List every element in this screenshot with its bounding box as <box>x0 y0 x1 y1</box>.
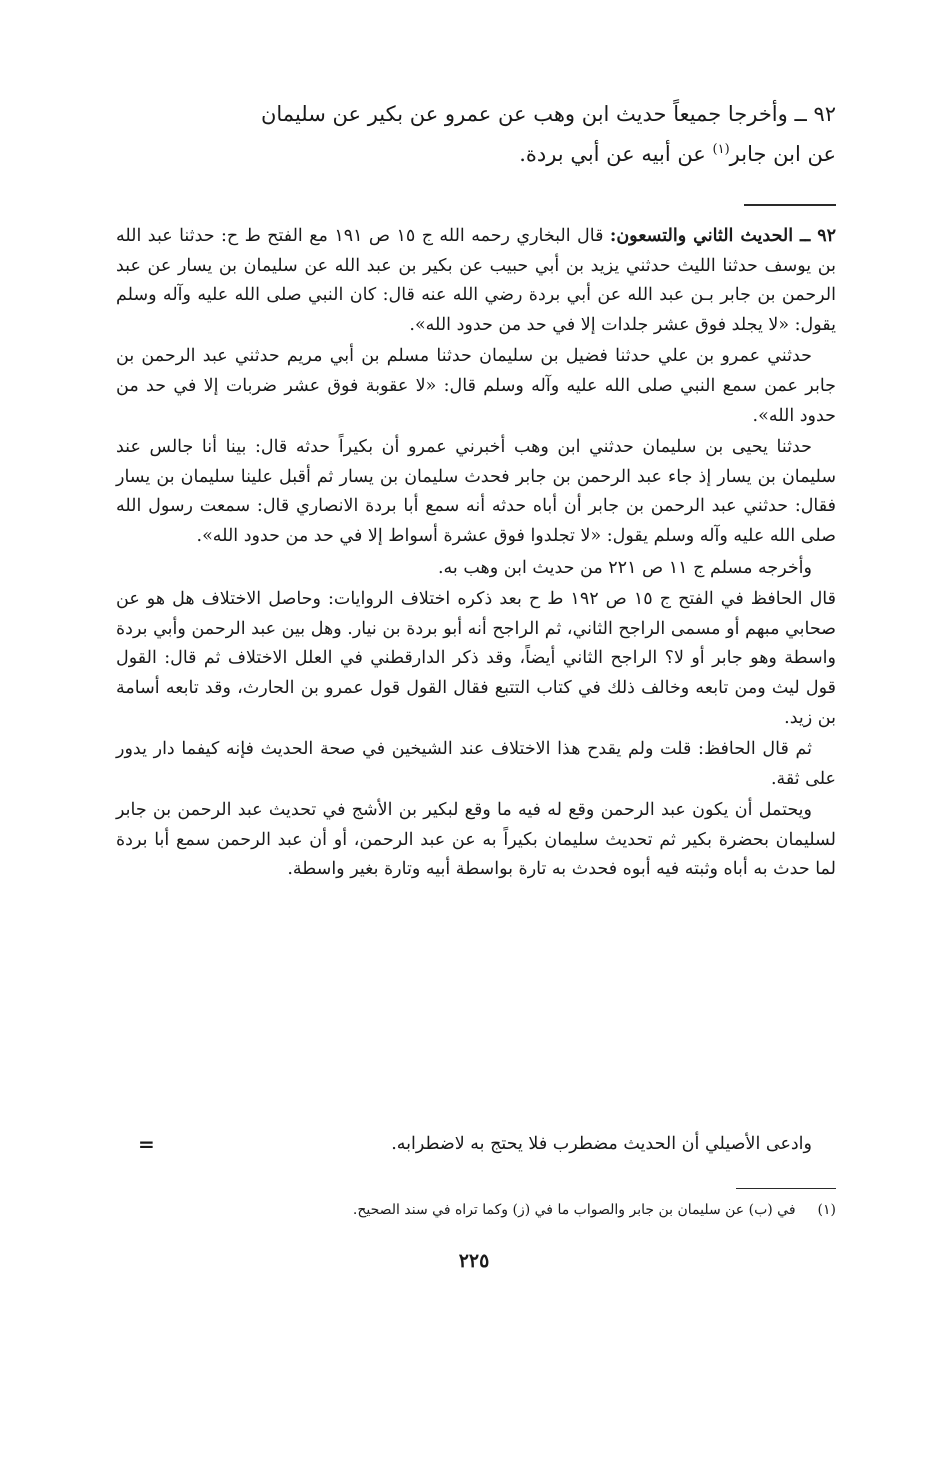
commentary-paragraph-1 <box>116 222 836 340</box>
hadith-line-2-start: عن ابن جابر <box>729 142 836 166</box>
commentary-paragraph-6: ثم قال الحافظ: قلت ولم يقدح هذا الاختلاف عند الشيخين في صحة الحديث فإنه كيفما دار يدور على ثقة. <box>116 739 836 789</box>
commentary-section <box>116 222 836 887</box>
commentary-paragraph-1-text: قال البخاري رحمه الله ج ١٥ ص ١٩١ مع الفتح ط ح: حدثنا عبد الله بن يوسف حدثنا الليث حدثني يزيد بن أبي حبيب عن بكير بن عبد الله عن سليمان بن يسار عن عبد الرحمن بن جابر بـن عبد الله عن أبي بردة رضي الله عنه قال: كان النبي صلى الله عليه وآله وسلم يقول: «لا يجلد فوق عشر جلدات إلا في حد من حدود الله». <box>116 226 836 335</box>
commentary-paragraph-3: حدثنا يحيى بن سليمان حدثني ابن وهب أخبرني عمرو أن بكيراً حدثه قال: بينا أنا جالس عند سليمان بن يسار إذ جاء عبد الرحمن بن جابر فحدث سليمان بن يسار ثم أقبل علينا سليمان بن يسار فقال: حدثني عبد الرحمن بن جابر أن أباه حدثه أنه سمع أبا بردة الانصاري قال: سمعت رسول الله صلى الله عليه وآله وسلم يقول: «لا تجلدوا فوق عشرة أسواط إلا في حد من حدود الله». <box>116 437 836 546</box>
footnote-reference[interactable]: (١) <box>712 142 730 157</box>
footnote <box>116 1198 836 1222</box>
hadith-line-2-end: عن أبيه عن أبي بردة. <box>519 142 713 166</box>
commentary-paragraph-4: وأخرجه مسلم ج ١١ ص ٢٢١ من حديث ابن وهب به. <box>437 557 812 578</box>
hadith-text <box>116 96 836 172</box>
footnote-text: في (ب) عن سليمان بن جابر والصواب ما في (ز) وكما تراه في سند الصحيح. <box>352 1202 796 1218</box>
page-number: ٢٢٥ <box>458 1250 490 1272</box>
commentary-paragraph-8: وادعى الأصيلي أن الحديث مضطرب فلا يحتج به لاضطرابه. <box>391 1134 812 1154</box>
separator-rule <box>744 204 836 206</box>
hadith-heading: ٩٢ ــ الحديث الثاني والتسعون: <box>609 226 836 246</box>
footnote-separator <box>736 1188 836 1189</box>
footnote-number: (١) <box>817 1202 836 1218</box>
hadith-line-1: ٩٢ ــ وأخرجا جميعاً حديث ابن وهب عن عمرو عن بكير عن سليمان <box>260 102 836 126</box>
section-end-mark: = <box>138 1132 155 1156</box>
commentary-paragraph-7: ويحتمل أن يكون عبد الرحمن وقع له فيه ما وقع لبكير بن الأشج في تحديث عبد الرحمن بن جابر لسليمان بحضرة بكير ثم تحديث سليمان بكيراً به عن عبد الرحمن، أو أن عبد الرحمن سمع أبا بردة لما حدث به أباه وثبته فيه أبوه فحدث به تارة بواسطة أبيه وتارة بغير واسطة. <box>116 800 836 880</box>
commentary-paragraph-5: قال الحافظ في الفتح ج ١٥ ص ١٩٢ ط ح بعد ذكره اختلاف الروايات: وحاصل الاختلاف هل هو عن صحابي مبهم أو مسمى الراجح الثاني، ثم الراجح أنه أبو بردة بن نيار. وهل بين عبد الرحمن وأبي بردة واسطة وهو جابر أو لا؟ الراجح الثاني أيضاً، وقد ذكر الدارقطني في العلل الاختلاف ثم قال: القول قول ليث ومن تابعه وخالف ذلك في كتاب التتبع فقال القول قول عمرو بن الحارث، وقد تابعه أسامة بن زيد. <box>116 589 836 728</box>
commentary-paragraph-2: حدثني عمرو بن علي حدثنا فضيل بن سليمان حدثنا مسلم بن أبي مريم حدثني عبد الرحمن بن جابر عمن سمع النبي صلى الله عليه وآله وسلم قال: «لا عقوبة فوق عشر ضربات إلا في حد من حدود الله». <box>116 346 836 426</box>
